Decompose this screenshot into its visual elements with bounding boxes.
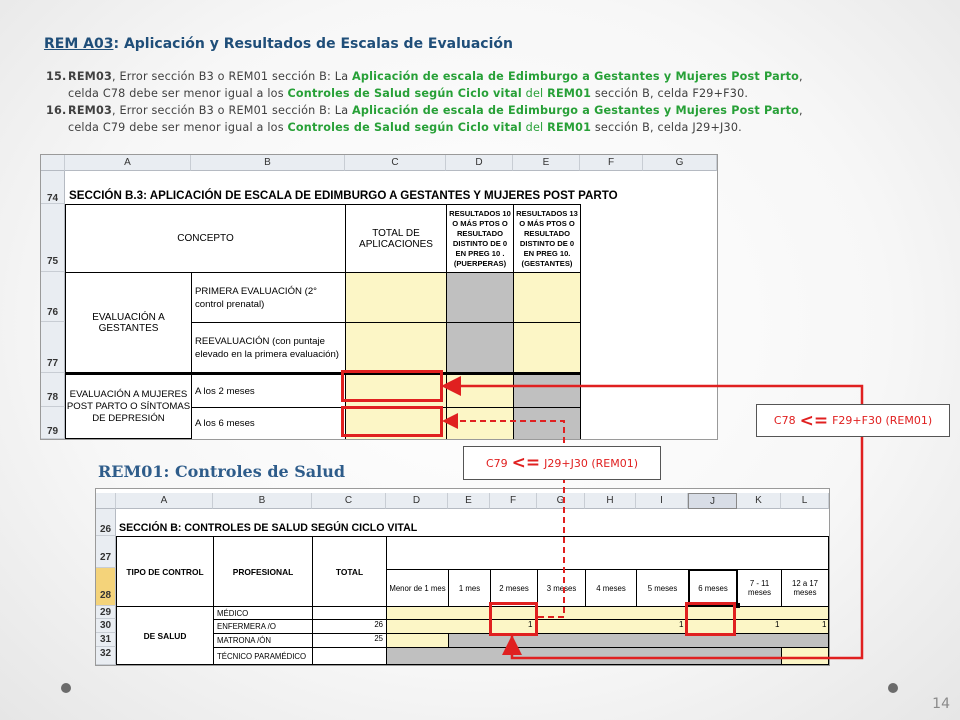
cell-D78[interactable] xyxy=(446,373,514,408)
title-code: REM A03 xyxy=(44,36,114,52)
total-cell[interactable]: 25 xyxy=(312,633,387,648)
rule-text: del xyxy=(521,87,548,100)
column-header[interactable]: B xyxy=(191,155,345,171)
evaluacion-gestantes-label: EVALUACIÓN A GESTANTES xyxy=(65,272,192,373)
callout-c78 xyxy=(756,404,950,437)
row-header[interactable]: 76 xyxy=(41,272,65,322)
column-header[interactable]: E xyxy=(448,493,490,509)
cell-D31[interactable] xyxy=(386,633,449,648)
row-header[interactable]: 26 xyxy=(96,509,116,536)
section-title: SECCIÓN B.3: APLICACIÓN DE ESCALA DE EDIMBURGO A GESTANTES Y MUJERES POST PARTO xyxy=(69,189,618,202)
slide-dot-left xyxy=(61,683,71,693)
resultados-gestantes-header: RESULTADOS 13 O MÁS PTOS O RESULTADO DISTINTO DE 0 EN PREG 10. (GESTANTES) xyxy=(513,204,581,273)
column-header[interactable]: D xyxy=(386,493,448,509)
row-32-cells[interactable] xyxy=(386,647,782,665)
column-header[interactable]: C xyxy=(345,155,446,171)
column-header[interactable]: A xyxy=(116,493,213,509)
column-header[interactable]: G xyxy=(643,155,717,171)
column-header-selected[interactable]: J xyxy=(688,493,737,509)
cell-D79[interactable] xyxy=(446,407,514,440)
column-header[interactable]: K xyxy=(737,493,781,509)
cell-C76[interactable] xyxy=(345,272,447,323)
rule-highlight: REM01 xyxy=(547,121,592,134)
age-header: 2 meses xyxy=(490,569,538,607)
callout-operator: <= xyxy=(511,453,541,473)
cell-D77[interactable] xyxy=(446,322,514,373)
rule-number: 16. xyxy=(46,104,67,117)
a-los-6-meses-label: A los 6 meses xyxy=(191,407,346,440)
profesional-matrona: MATRONA /ÓN xyxy=(213,633,313,648)
age-header: 5 meses xyxy=(636,569,689,607)
rule-highlight: Controles de Salud según Ciclo vital xyxy=(287,87,522,100)
concepto-header: CONCEPTO xyxy=(65,204,346,273)
column-header[interactable]: F xyxy=(490,493,537,509)
profesional-medico: MÉDICO xyxy=(213,606,313,620)
cell-I30[interactable]: 1 xyxy=(679,620,684,629)
callout-lhs: C78 xyxy=(773,414,796,427)
age-header: 12 a 17 meses xyxy=(781,569,829,607)
callout-lhs: C79 xyxy=(485,456,508,470)
cell-L30[interactable]: 1 xyxy=(822,620,827,629)
rule-highlight: Controles de Salud según Ciclo vital xyxy=(287,121,522,134)
column-header[interactable]: I xyxy=(636,493,688,509)
cell-E78[interactable] xyxy=(513,373,581,408)
rule-text: sección B, celda J29+J30. xyxy=(591,121,742,134)
column-header[interactable]: L xyxy=(781,493,829,509)
rule-text: , xyxy=(799,104,803,117)
rem01-label: REM01: Controles de Salud xyxy=(98,462,346,481)
rule-15 xyxy=(46,68,926,102)
column-header[interactable]: A xyxy=(65,155,191,171)
total-aplicaciones-header: TOTAL DE APLICACIONES xyxy=(345,204,447,273)
title-text: : Aplicación y Resultados de Escalas de Evaluación xyxy=(113,36,513,52)
rule-text: sección B, celda F29+F30. xyxy=(591,87,749,100)
row-header-selected[interactable]: 28 xyxy=(96,568,116,606)
cell-E79[interactable] xyxy=(513,407,581,440)
cell-L32[interactable] xyxy=(781,647,829,665)
callout-operator: <= xyxy=(799,410,829,431)
column-header[interactable]: B xyxy=(213,493,312,509)
row-30-cells[interactable] xyxy=(386,619,829,634)
row-29-cells[interactable] xyxy=(386,606,829,620)
cell-K30[interactable]: 1 xyxy=(775,620,780,629)
age-header: 4 meses xyxy=(585,569,637,607)
rule-text: , Error sección B3 o REM01 sección B: La xyxy=(111,104,353,117)
sheet-corner xyxy=(96,493,116,509)
highlight-C79 xyxy=(341,406,443,437)
rule-rem: REM03 xyxy=(68,104,112,117)
highlight-C78 xyxy=(341,370,443,402)
row-header[interactable]: 27 xyxy=(96,536,116,568)
slide-dot-right xyxy=(888,683,898,693)
resultados-puerperas-header: RESULTADOS 10 O MÁS PTOS O RESULTADO DISTINTO DE 0 EN PREG 10 . (PUERPERAS) xyxy=(446,204,514,273)
row-header[interactable]: 32 xyxy=(96,647,116,665)
a-los-2-meses-label: A los 2 meses xyxy=(191,373,346,408)
rule-highlight: Aplicación de escala de Edimburgo a Gestantes y Mujeres Post Parto xyxy=(352,104,800,117)
rule-rem: REM03 xyxy=(68,70,112,83)
cell-E76[interactable] xyxy=(513,272,581,323)
total-cell[interactable]: 26 xyxy=(312,619,387,634)
column-header[interactable]: F xyxy=(580,155,643,171)
de-salud-label: DE SALUD xyxy=(116,606,214,665)
column-header[interactable]: C xyxy=(312,493,386,509)
section-title: SECCIÓN B: CONTROLES DE SALUD SEGÚN CICLO VITAL xyxy=(119,522,418,534)
tipo-control-header: TIPO DE CONTROL xyxy=(116,536,214,607)
callout-rhs: F29+F30 (REM01) xyxy=(832,414,933,427)
rule-text: , Error sección B3 o REM01 sección B: La xyxy=(111,70,353,83)
evaluacion-mujeres-label: EVALUACIÓN A MUJERES POST PARTO O SÍNTOMAS DE DEPRESIÓN xyxy=(65,373,192,439)
highlight-F29-F30 xyxy=(489,602,538,636)
age-header-selected: 6 meses xyxy=(688,569,738,607)
primera-evaluacion-label: PRIMERA EVALUACIÓN (2° control prenatal) xyxy=(191,272,346,323)
rule-16 xyxy=(46,102,926,136)
total-cell[interactable] xyxy=(312,606,387,620)
rule-number: 15. xyxy=(46,70,67,83)
age-header: Menor de 1 mes xyxy=(386,569,449,607)
row-header[interactable]: 79 xyxy=(41,407,65,439)
profesional-tecnico: TÉCNICO PARAMÉDICO xyxy=(213,647,313,665)
column-header[interactable]: D xyxy=(446,155,513,171)
total-cell[interactable] xyxy=(312,647,387,665)
age-header: 1 mes xyxy=(448,569,491,607)
row-header[interactable]: 75 xyxy=(41,204,65,272)
reevaluacion-label: REEVALUACIÓN (con puntaje elevado en la primera evaluación) xyxy=(191,322,346,373)
row-header[interactable]: 29 xyxy=(96,606,116,619)
profesional-header: PROFESIONAL xyxy=(213,536,313,607)
cell-F30[interactable]: 1 xyxy=(528,620,533,629)
page-number: 14 xyxy=(932,696,950,712)
cell-E77[interactable] xyxy=(513,322,581,373)
column-header[interactable]: E xyxy=(513,155,580,171)
rule-text: del xyxy=(521,121,548,134)
column-header[interactable]: H xyxy=(585,493,636,509)
callout-rhs: J29+J30 (REM01) xyxy=(544,456,639,470)
age-group-header xyxy=(386,536,829,570)
rule-text: , xyxy=(799,70,803,83)
row-header[interactable]: 31 xyxy=(96,633,116,647)
profesional-enfermera: ENFERMERA /O xyxy=(213,619,313,634)
callout-c79 xyxy=(463,446,661,480)
rule-highlight: Aplicación de escala de Edimburgo a Gestantes y Mujeres Post Parto xyxy=(352,70,800,83)
rule-text: celda C79 debe ser menor igual a los xyxy=(68,121,288,134)
row-header[interactable]: 78 xyxy=(41,373,65,407)
column-header[interactable]: G xyxy=(537,493,585,509)
row-header[interactable]: 74 xyxy=(41,171,65,204)
highlight-J29-J30 xyxy=(685,602,736,636)
total-header: TOTAL xyxy=(312,536,387,607)
rem01-sheet xyxy=(95,488,830,666)
age-header: 3 meses xyxy=(537,569,586,607)
rule-text: celda C78 debe ser menor igual a los xyxy=(68,87,288,100)
sheet-corner xyxy=(41,155,65,171)
age-header: 7 - 11 meses xyxy=(737,569,782,607)
slide-title xyxy=(44,36,513,52)
cell-D76[interactable] xyxy=(446,272,514,323)
rule-highlight: REM01 xyxy=(547,87,592,100)
cell-C77[interactable] xyxy=(345,322,447,373)
row-header[interactable]: 77 xyxy=(41,322,65,373)
row-header[interactable]: 30 xyxy=(96,619,116,633)
